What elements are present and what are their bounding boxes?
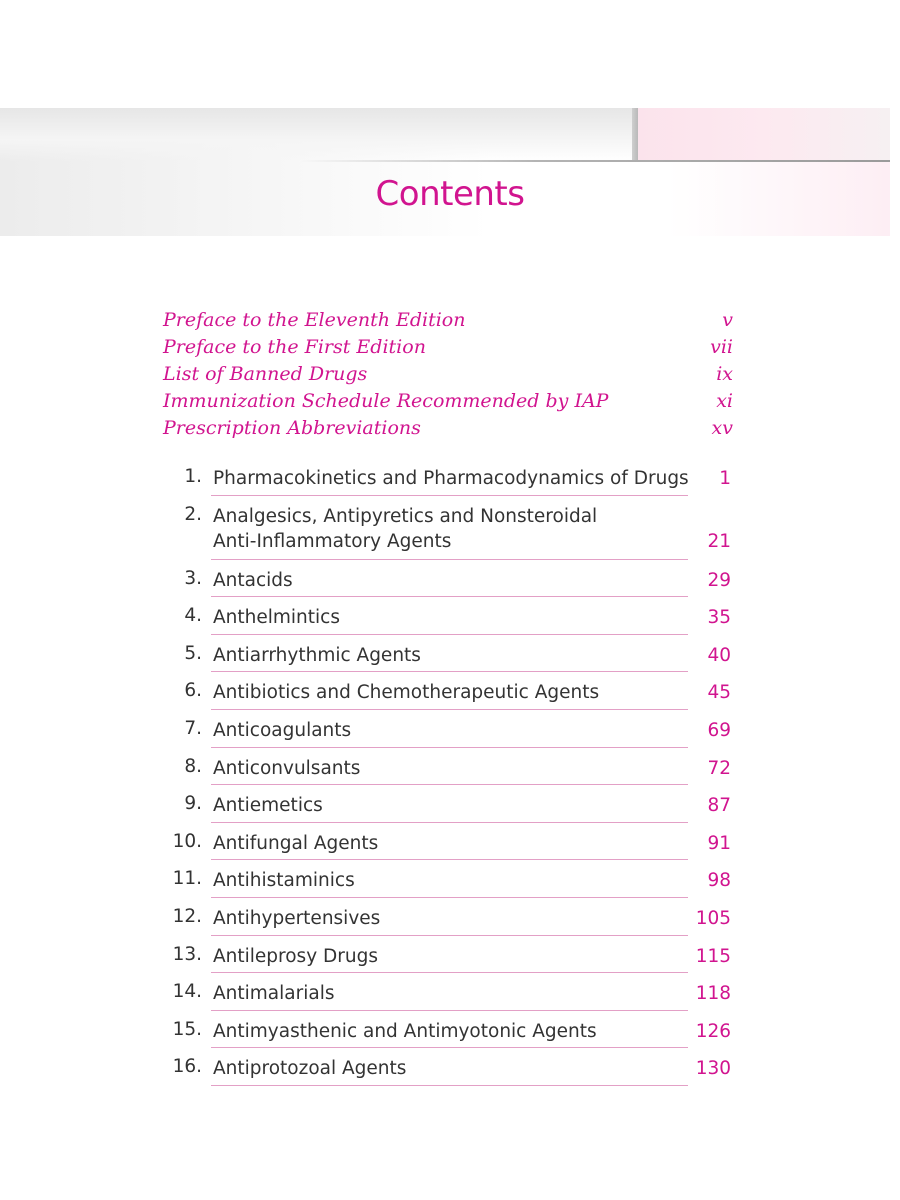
chapter-list <box>160 464 733 1092</box>
chapter-page: 45 <box>707 682 731 704</box>
chapter-page: 115 <box>695 945 731 967</box>
chapter-page: 1 <box>719 468 731 489</box>
front-matter-item[interactable] <box>163 334 733 361</box>
chapter-entry[interactable] <box>160 979 733 1017</box>
chapter-rule <box>211 671 688 672</box>
header-band <box>0 108 890 236</box>
chapter-page: 35 <box>707 607 731 629</box>
chapter-rule <box>211 634 688 635</box>
chapter-title: Anticoagulants <box>213 719 352 741</box>
front-matter-label: Prescription Abbreviations <box>163 417 421 439</box>
chapter-number: 8. <box>184 755 202 777</box>
chapter-title: Antihypertensives <box>213 907 381 929</box>
chapter-rule <box>211 495 688 496</box>
chapter-rule <box>211 935 688 936</box>
chapter-title: Pharmacokinetics and Pharmacodynamics of Drugs <box>213 468 689 489</box>
chapter-page: 72 <box>707 757 731 779</box>
chapter-title: Antiprotozoal Agents <box>213 1058 407 1080</box>
chapter-page: 29 <box>707 569 731 591</box>
chapter-page: 91 <box>707 832 731 854</box>
front-matter-page: vii <box>710 336 733 358</box>
header-gradient <box>0 108 635 161</box>
chapter-entry[interactable] <box>160 678 733 716</box>
chapter-number: 5. <box>184 642 202 664</box>
chapter-number: 11. <box>172 868 202 890</box>
chapter-number: 14. <box>172 981 202 1003</box>
front-matter-item[interactable] <box>163 307 733 334</box>
chapter-number: 10. <box>172 830 202 852</box>
chapter-rule <box>211 1047 688 1048</box>
chapter-page: 105 <box>695 907 731 929</box>
page-title: Contents <box>375 174 525 214</box>
chapter-title: Anticonvulsants <box>213 757 361 779</box>
chapter-page: 21 <box>707 530 731 552</box>
chapter-number: 13. <box>172 943 202 965</box>
chapter-rule <box>211 596 688 597</box>
chapter-title: Anthelmintics <box>213 607 340 629</box>
chapter-entry[interactable] <box>160 603 733 641</box>
front-matter-item[interactable] <box>163 388 733 415</box>
front-matter-label: Preface to the Eleventh Edition <box>163 309 466 331</box>
chapter-number: 9. <box>184 793 202 815</box>
chapter-entry[interactable] <box>160 502 733 566</box>
chapter-entry[interactable] <box>160 641 733 679</box>
front-matter-label: Preface to the First Edition <box>163 336 426 358</box>
chapter-rule <box>211 822 688 823</box>
chapter-title: Antiemetics <box>213 795 323 817</box>
chapter-number: 6. <box>184 680 202 702</box>
front-matter-label: Immunization Schedule Recommended by IAP <box>163 390 609 412</box>
chapter-entry[interactable] <box>160 716 733 754</box>
chapter-entry[interactable] <box>160 1054 733 1092</box>
chapter-page: 98 <box>707 870 731 892</box>
front-matter-page: xi <box>716 390 733 412</box>
chapter-rule <box>211 1010 688 1011</box>
chapter-rule <box>211 859 688 860</box>
chapter-page: 40 <box>707 644 731 666</box>
front-matter-item[interactable] <box>163 361 733 388</box>
chapter-entry[interactable] <box>160 1017 733 1055</box>
chapter-entry[interactable] <box>160 791 733 829</box>
front-matter-item[interactable] <box>163 415 733 442</box>
chapter-rule <box>211 1085 688 1086</box>
chapter-page: 87 <box>707 795 731 817</box>
chapter-entry[interactable] <box>160 866 733 904</box>
chapter-page: 130 <box>695 1058 731 1080</box>
chapter-number: 7. <box>184 717 202 739</box>
chapter-entry[interactable] <box>160 464 733 502</box>
chapter-page: 126 <box>695 1020 731 1042</box>
chapter-rule <box>211 784 688 785</box>
chapter-entry[interactable] <box>160 829 733 867</box>
chapter-title: Antileprosy Drugs <box>213 945 378 967</box>
chapter-title <box>213 504 687 554</box>
header-divider <box>300 160 890 162</box>
chapter-number: 2. <box>184 503 202 525</box>
chapter-entry[interactable] <box>160 942 733 980</box>
chapter-rule <box>211 559 688 560</box>
front-matter-list <box>163 307 733 442</box>
chapter-rule <box>211 709 688 710</box>
chapter-title: Antiarrhythmic Agents <box>213 644 421 666</box>
chapter-number: 12. <box>172 905 202 927</box>
chapter-title: Antacids <box>213 569 293 591</box>
chapter-number: 15. <box>172 1018 202 1040</box>
chapter-title-line: Analgesics, Antipyretics and Nonsteroidal <box>213 505 598 527</box>
front-matter-page: v <box>722 309 733 331</box>
chapter-title: Antihistaminics <box>213 870 355 892</box>
chapter-number: 16. <box>172 1056 202 1078</box>
chapter-entry[interactable] <box>160 754 733 792</box>
chapter-number: 4. <box>184 605 202 627</box>
chapter-page: 118 <box>695 983 731 1005</box>
chapter-page: 69 <box>707 719 731 741</box>
chapter-rule <box>211 897 688 898</box>
header-pink-block <box>638 108 890 161</box>
chapter-title-line: Anti-Inflammatory Agents <box>213 530 452 552</box>
chapter-rule <box>211 747 688 748</box>
chapter-entry[interactable] <box>160 904 733 942</box>
chapter-number: 1. <box>184 466 202 487</box>
chapter-number: 3. <box>184 567 202 589</box>
chapter-rule <box>211 972 688 973</box>
front-matter-page: ix <box>716 363 733 385</box>
front-matter-label: List of Banned Drugs <box>163 363 368 385</box>
chapter-title: Antimalarials <box>213 983 335 1005</box>
chapter-title: Antifungal Agents <box>213 832 379 854</box>
chapter-title: Antimyasthenic and Antimyotonic Agents <box>213 1020 597 1042</box>
front-matter-page: xv <box>711 417 733 439</box>
chapter-title: Antibiotics and Chemotherapeutic Agents <box>213 682 600 704</box>
chapter-entry[interactable] <box>160 566 733 604</box>
